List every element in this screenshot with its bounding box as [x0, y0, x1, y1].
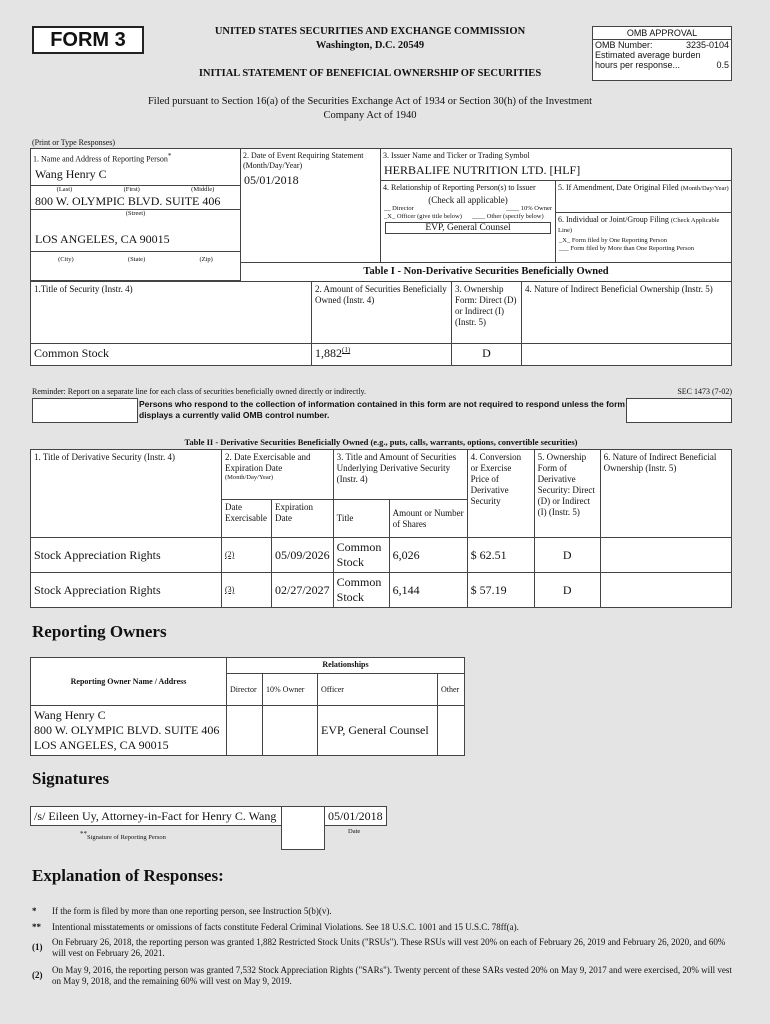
box4-label: 4. Relationship of Reporting Person(s) to Issuer	[383, 183, 536, 192]
table1-security-title[interactable]: Common Stock	[31, 344, 312, 366]
owner-officer-value[interactable]: EVP, General Counsel	[318, 706, 438, 756]
table1-col-amount: 2. Amount of Securities Beneficially Owned (Instr. 4)	[312, 282, 452, 344]
table2-row1-title[interactable]: Stock Appreciation Rights	[31, 538, 222, 573]
city-label: (City)	[58, 255, 74, 263]
table2-sub-date-exercisable: Date Exercisable	[222, 500, 272, 538]
filing-option-more[interactable]: ___ Form filed by More than One Reporting Person	[559, 245, 695, 252]
table2-row2-title[interactable]: Stock Appreciation Rights	[31, 573, 222, 608]
reporting-owners-heading: Reporting Owners	[32, 622, 167, 641]
table2-row1-under[interactable]: Common Stock	[333, 538, 389, 573]
zip-label: (Zip)	[199, 255, 213, 263]
table2-col-underlying: 3. Title and Amount of Securities Underlying Derivative Security (Instr. 4)	[333, 450, 467, 500]
box-filing-type	[555, 212, 732, 263]
director-option[interactable]: Director	[392, 205, 414, 212]
event-date-value[interactable]: 05/01/2018	[244, 173, 299, 187]
explanation-item	[32, 937, 732, 959]
owners-col-ten: 10% Owner	[263, 674, 318, 706]
table1-nature[interactable]	[522, 344, 732, 366]
owner-addr2: LOS ANGELES, CA 90015	[34, 738, 169, 752]
reminder-text: Reminder: Report on a separate line for each class of securities beneficially owned directly or indirectly.	[32, 387, 367, 396]
reporting-person-street[interactable]: 800 W. OLYMPIC BLVD. SUITE 406	[35, 193, 221, 208]
middle-label: (Middle)	[191, 185, 215, 193]
explanation-text: Intentional misstatements or omissions of facts constitute Federal Criminal Violations. See 18 U.S.C. 1001 and 15 U.S.C. 78ff(a).	[52, 922, 519, 932]
omb-burden-label: Estimated average burden	[595, 50, 701, 60]
last-label: (Last)	[56, 185, 73, 193]
box2-label: 2. Date of Event Requiring Statement (Month/Day/Year)	[243, 151, 364, 170]
officer-option[interactable]: _X_ Officer (give title below)	[384, 213, 462, 220]
box-amendment	[555, 180, 732, 213]
omb-number-label: OMB Number:	[595, 40, 653, 50]
table2-row1-form[interactable]: D	[534, 538, 600, 573]
table1-form[interactable]: D	[452, 344, 522, 366]
reporting-owners-table	[30, 657, 465, 756]
table2-col-form: 5. Ownership Form of Derivative Security: Direct (D) or Indirect (I) (Instr. 5)	[534, 450, 600, 538]
omb-approval-box	[592, 26, 732, 81]
agency-title: UNITED STATES SECURITIES AND EXCHANGE COMMISSION	[214, 26, 526, 37]
table-row	[31, 706, 465, 756]
table-row	[31, 573, 732, 608]
table2-row2-form[interactable]: D	[534, 573, 600, 608]
form-title: FORM 3	[50, 29, 126, 51]
table2-col-dates-small: (Month/Day/Year)	[225, 474, 274, 481]
footnote-link-1[interactable]: (1)	[342, 346, 351, 354]
owners-col-name: Reporting Owner Name / Address	[31, 658, 227, 706]
box6-label: 6. Individual or Joint/Group Filing	[558, 215, 669, 224]
table2-col-nature: 6. Nature of Indirect Beneficial Ownership (Instr. 5)	[600, 450, 731, 538]
table2-row2-under[interactable]: Common Stock	[333, 573, 389, 608]
table2-row1-exp[interactable]: 05/09/2026	[272, 538, 334, 573]
officer-title-value[interactable]: EVP, General Counsel	[385, 222, 551, 234]
filing-option-one[interactable]: _X_ Form filed by One Reporting Person	[559, 237, 667, 244]
box3-label: 3. Issuer Name and Ticker or Trading Symbol	[383, 151, 530, 160]
signature-label-text: Signature of Reporting Person	[87, 834, 166, 842]
reminder-left-box	[32, 398, 138, 423]
omb-number-value: 3235-0104	[685, 40, 729, 50]
table1-col-form: 3. Ownership Form: Direct (D) or Indirect (I) (Instr. 5)	[452, 282, 522, 344]
table2-row2-nature[interactable]	[600, 573, 731, 608]
street-label: (Street)	[31, 209, 240, 218]
table2-sub-expiration: Expiration Date	[272, 500, 334, 538]
table1	[30, 281, 732, 366]
check-all-label: (Check all applicable)	[428, 195, 508, 205]
footnote-link-2[interactable]: (2)	[225, 550, 235, 559]
reporting-person-city[interactable]: LOS ANGELES, CA 90015	[35, 231, 170, 246]
reporting-person-name[interactable]: Wang Henry C	[35, 166, 107, 181]
box6-label-small: (Check Applicable Line)	[558, 217, 720, 234]
omb-title: OMB APPROVAL	[593, 27, 731, 40]
owner-ten-cell	[263, 706, 318, 756]
agency-city: Washington, D.C. 20549	[315, 40, 425, 51]
explanation-mark: (1)	[32, 942, 43, 952]
reminder-right-box	[626, 398, 732, 423]
statement-title: INITIAL STATEMENT OF BENEFICIAL OWNERSHIP OF SECURITIES	[198, 68, 542, 79]
explanation-item	[32, 922, 732, 933]
signatures-heading: Signatures	[32, 769, 110, 788]
explanation-item	[32, 906, 732, 917]
box-reporting-person	[30, 148, 241, 281]
other-option[interactable]: ____ Other (specify below)	[472, 213, 544, 220]
owners-col-director: Director	[227, 674, 263, 706]
table2-row2-shares[interactable]: 6,144	[389, 573, 467, 608]
owner-addr1: 800 W. OLYMPIC BLVD. SUITE 406	[34, 723, 220, 737]
box5-label-small: (Month/Day/Year)	[680, 185, 729, 192]
omb-hours-value: 0.5	[716, 60, 729, 70]
table2-row1-price[interactable]: $ 62.51	[467, 538, 534, 573]
owners-col-other: Other	[438, 674, 465, 706]
table1-col-title: 1.Title of Security (Instr. 4)	[31, 282, 312, 344]
box1-label-mark: *	[167, 152, 172, 160]
persons-notice: Persons who respond to the collection of information contained in this form are not required to respond unless the form displays a currently valid OMB control number.	[139, 399, 625, 420]
sec-number: SEC 1473 (7-02)	[677, 387, 732, 396]
owner-name[interactable]: Wang Henry C	[34, 708, 106, 722]
state-label: (State)	[127, 255, 146, 263]
owners-relationships: Relationships	[227, 658, 465, 674]
signature-label-mark: **	[80, 830, 87, 838]
owners-col-officer: Officer	[318, 674, 438, 706]
table1-amount[interactable]: 1,882	[315, 346, 342, 360]
form-title-box	[32, 26, 144, 54]
table2-row1-nature[interactable]	[600, 538, 731, 573]
director-blank: __	[384, 205, 391, 212]
signature-date[interactable]: 05/01/2018	[324, 806, 387, 826]
table2-title: Table II - Derivative Securities Beneficially Owned (e.g., puts, calls, warrants, options, convertible securities)	[184, 437, 578, 447]
explanation-mark: *	[32, 906, 37, 916]
explanation-mark: **	[32, 922, 41, 932]
table-row	[31, 538, 732, 573]
explanation-heading: Explanation of Responses:	[32, 866, 224, 885]
owner-director-cell	[227, 706, 263, 756]
explanation-text: On February 26, 2018, the reporting person was granted 1,882 Restricted Stock Units ("RSUs"). These RSUs will vest 20% on each of February 26, 2019 and February 26, 2020, and 60% will vest on February 26, 2021.	[52, 937, 726, 958]
table1-col-nature: 4. Nature of Indirect Beneficial Ownership (Instr. 5)	[522, 282, 732, 344]
table2-col-dates: 2. Date Exercisable and Expiration Date	[225, 452, 311, 473]
box-issuer	[380, 148, 732, 181]
table-row	[31, 344, 732, 366]
explanation-text: On May 9, 2016, the reporting person was granted 7,532 Stock Appreciation Rights ("SARs"). Twenty percent of these SARs vested 20% on May 9, 2017 and were exercised, 20% will vest on May 9, 2018, and the remaining 60% will vest on May 9, 2019.	[52, 965, 732, 986]
owner-other-cell	[438, 706, 465, 756]
explanation-text: If the form is filed by more than one reporting person, see Instruction 5(b)(v).	[52, 906, 332, 916]
table2-sub-title: Title	[333, 500, 389, 538]
table2-col-price: 4. Conversion or Exercise Price of Derivative Security	[467, 450, 534, 538]
table2-row2-exp[interactable]: 02/27/2027	[272, 573, 334, 608]
table2-row2-price[interactable]: $ 57.19	[467, 573, 534, 608]
omb-hours-label: hours per response...	[595, 60, 681, 70]
print-note: (Print or Type Responses)	[32, 138, 116, 147]
filed-pursuant: Filed pursuant to Section 16(a) of the Securities Exchange Act of 1934 or Section 30(h) of the Investment Company Act of 1940	[147, 96, 593, 121]
explanation-mark: (2)	[32, 970, 43, 980]
box1-label: 1. Name and Address of Reporting Person	[33, 154, 168, 164]
signature-gap-box	[281, 806, 325, 850]
explanation-item	[32, 965, 732, 987]
box-event-date	[240, 148, 381, 263]
first-label: (First)	[123, 185, 140, 193]
table1-title: Table I - Non-Derivative Securities Beneficially Owned	[240, 262, 732, 282]
ten-pct-option[interactable]: ____ 10% Owner	[506, 205, 552, 212]
footnote-link-3[interactable]: (3)	[225, 585, 235, 594]
signature-label	[80, 830, 280, 842]
table2-sub-amount: Amount or Number of Shares	[389, 500, 467, 538]
box-relationship	[380, 180, 556, 263]
issuer-value[interactable]: HERBALIFE NUTRITION LTD. [HLF]	[384, 163, 581, 177]
table2	[30, 449, 732, 608]
table2-col-title: 1. Title of Derivative Security (Instr. 4)	[31, 450, 222, 538]
signature-value[interactable]: /s/ Eileen Uy, Attorney-in-Fact for Henry C. Wang	[30, 806, 282, 826]
signature-date-label: Date	[348, 828, 361, 835]
box5-label: 5. If Amendment, Date Original Filed	[558, 183, 679, 192]
table2-row1-shares[interactable]: 6,026	[389, 538, 467, 573]
